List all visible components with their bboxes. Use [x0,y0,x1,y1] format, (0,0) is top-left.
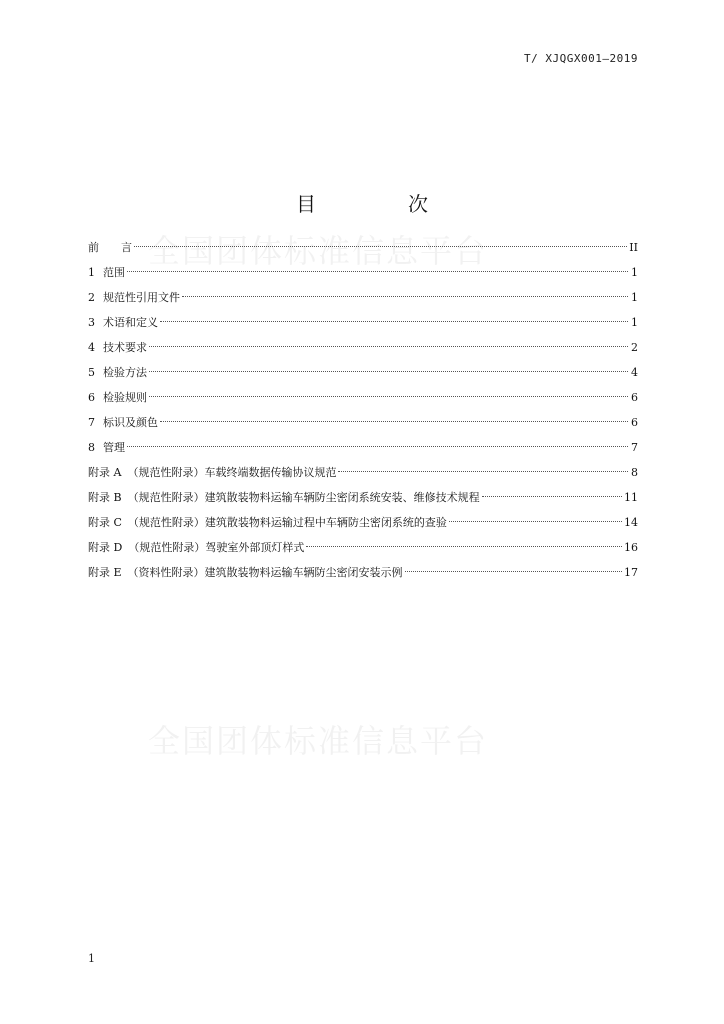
toc-entry-number: 附录 B [88,491,122,504]
toc-entry-page: 7 [631,441,638,454]
toc-entry-number: 6 [88,391,95,404]
toc-entry-label: （规范性附录）车载终端数据传输协议规范 [127,466,337,479]
toc-entry-page: 16 [624,541,638,554]
toc-leader-dots [182,295,628,297]
toc-leader-dots [149,345,628,347]
toc-entry-appendix-b[interactable] [88,488,638,513]
toc-entry-marking-colors[interactable] [88,413,638,438]
toc-entry-label: 标识及颜色 [103,416,158,429]
toc-entry-label: 检验方法 [103,366,147,379]
toc-entry-label: 范围 [103,266,125,279]
toc-entry-foreword[interactable] [88,238,638,263]
toc-leader-dots [149,395,628,397]
toc-leader-dots [134,245,627,247]
toc-entry-label: （规范性附录）建筑散装物料运输过程中车辆防尘密闭系统的查验 [127,516,447,529]
toc-entry-page: 14 [624,516,638,529]
toc-leader-dots [127,445,628,447]
toc-entry-terms-definitions[interactable] [88,313,638,338]
toc-entry-page: 1 [631,266,638,279]
toc-leader-dots [160,420,628,422]
toc-entry-number: 8 [88,441,95,454]
toc-leader-dots [338,470,628,472]
toc-leader-dots [160,320,628,322]
toc-entry-number: 2 [88,291,95,304]
toc-entry-number: 7 [88,416,95,429]
toc-entry-label: 言 [121,241,132,254]
toc-leader-dots [306,545,622,547]
toc-entry-inspection-rules[interactable] [88,388,638,413]
toc-entry-number: 5 [88,366,95,379]
toc-entry-label: 检验规则 [103,391,147,404]
page-number: 1 [88,952,95,965]
toc-entry-label: （规范性附录）驾驶室外部顶灯样式 [128,541,305,554]
toc-entry-number: 附录 C [88,516,122,529]
toc-entry-number: 3 [88,316,95,329]
toc-entry-label: 技术要求 [103,341,147,354]
watermark-bottom: 全国团体标准信息平台 [148,722,489,760]
toc-entry-appendix-a[interactable] [88,463,638,488]
document-code: T/ XJQGX001—2019 [524,52,638,65]
toc-entry-technical-requirements[interactable] [88,338,638,363]
toc-entry-page: 4 [631,366,638,379]
toc-entry-number: 1 [88,266,95,279]
toc-entry-label: （资料性附录）建筑散装物料运输车辆防尘密闭安装示例 [127,566,403,579]
toc-leader-dots [449,520,622,522]
toc-entry-label: 规范性引用文件 [103,291,180,304]
toc-entry-number: 附录 E [88,566,122,579]
toc-entry-page: 6 [631,416,638,429]
toc-leader-dots [405,570,622,572]
toc-entry-normative-references[interactable] [88,288,638,313]
toc-entry-page: II [629,241,638,254]
toc-entry-number: 附录 D [88,541,123,554]
toc-entry-test-methods[interactable] [88,363,638,388]
toc-entry-page: 8 [631,466,638,479]
toc-entry-appendix-d[interactable] [88,538,638,563]
toc-entry-label: （规范性附录）建筑散装物料运输车辆防尘密闭系统安装、维修技术规程 [127,491,480,504]
toc-entry-page: 1 [631,291,638,304]
table-of-contents [88,238,638,588]
toc-entry-number: 前 [88,241,99,254]
toc-leader-dots [149,370,628,372]
toc-leader-dots [127,270,628,272]
toc-entry-management[interactable] [88,438,638,463]
toc-entry-label: 术语和定义 [103,316,158,329]
toc-entry-page: 1 [631,316,638,329]
toc-entry-label: 管理 [103,441,125,454]
watermark-top: 全国团体标准信息平台 [148,232,489,270]
toc-entry-scope[interactable] [88,263,638,288]
toc-entry-appendix-c[interactable] [88,513,638,538]
toc-entry-page: 17 [624,566,638,579]
toc-entry-appendix-e[interactable] [88,563,638,588]
toc-leader-dots [482,495,622,497]
toc-entry-page: 6 [631,391,638,404]
toc-entry-number: 附录 A [88,466,122,479]
toc-entry-number: 4 [88,341,95,354]
toc-title: 目 次 [296,192,464,216]
toc-entry-page: 2 [631,341,638,354]
toc-entry-page: 11 [624,491,638,504]
